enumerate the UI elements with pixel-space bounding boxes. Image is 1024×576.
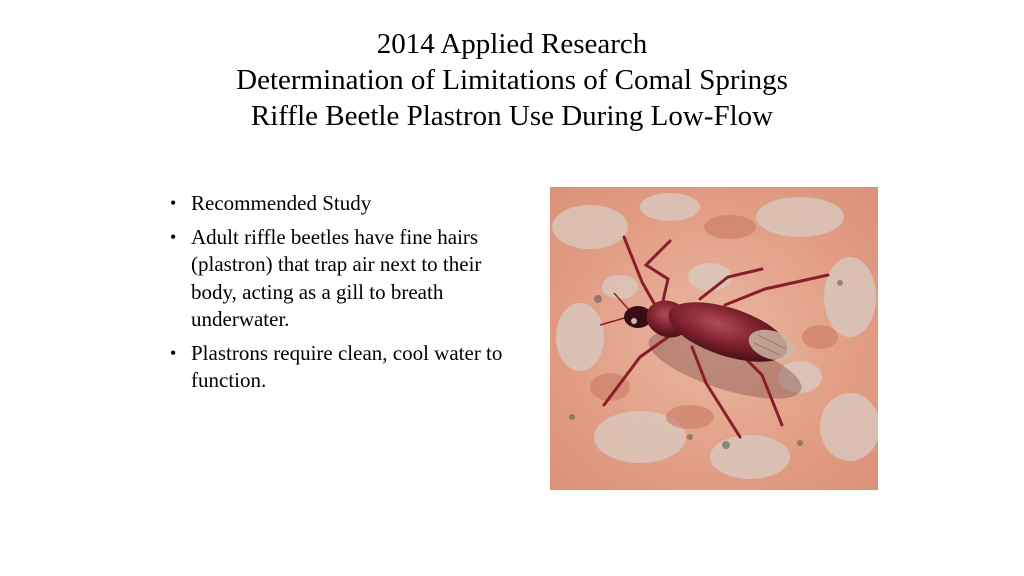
title-line: 2014 Applied Research (376, 28, 648, 60)
bullet-item (170, 224, 510, 334)
bullet-text: Adult riffle beetles have fine hairs (plastron) that trap air next to their body, acting as a gill to breath underwater. (191, 224, 482, 331)
bullet-text: Recommended Study (191, 191, 372, 215)
riffle-beetle-photo (550, 187, 878, 490)
bullet-dot: • (170, 342, 177, 363)
bullet-dot: • (170, 193, 177, 213)
bullet-item (170, 340, 510, 395)
bullet-item (170, 190, 510, 218)
title-line: Determination of Limitations of Comal Springs (236, 64, 788, 96)
title-line: Riffle Beetle Plastron Use During Low-Flow (250, 100, 774, 132)
bullet-text: Plastrons require clean, cool water to function. (191, 340, 503, 392)
beetle-image-icon (550, 187, 878, 490)
bullet-list (170, 190, 510, 401)
bullet-dot: • (170, 226, 177, 247)
slide-title (112, 26, 912, 134)
